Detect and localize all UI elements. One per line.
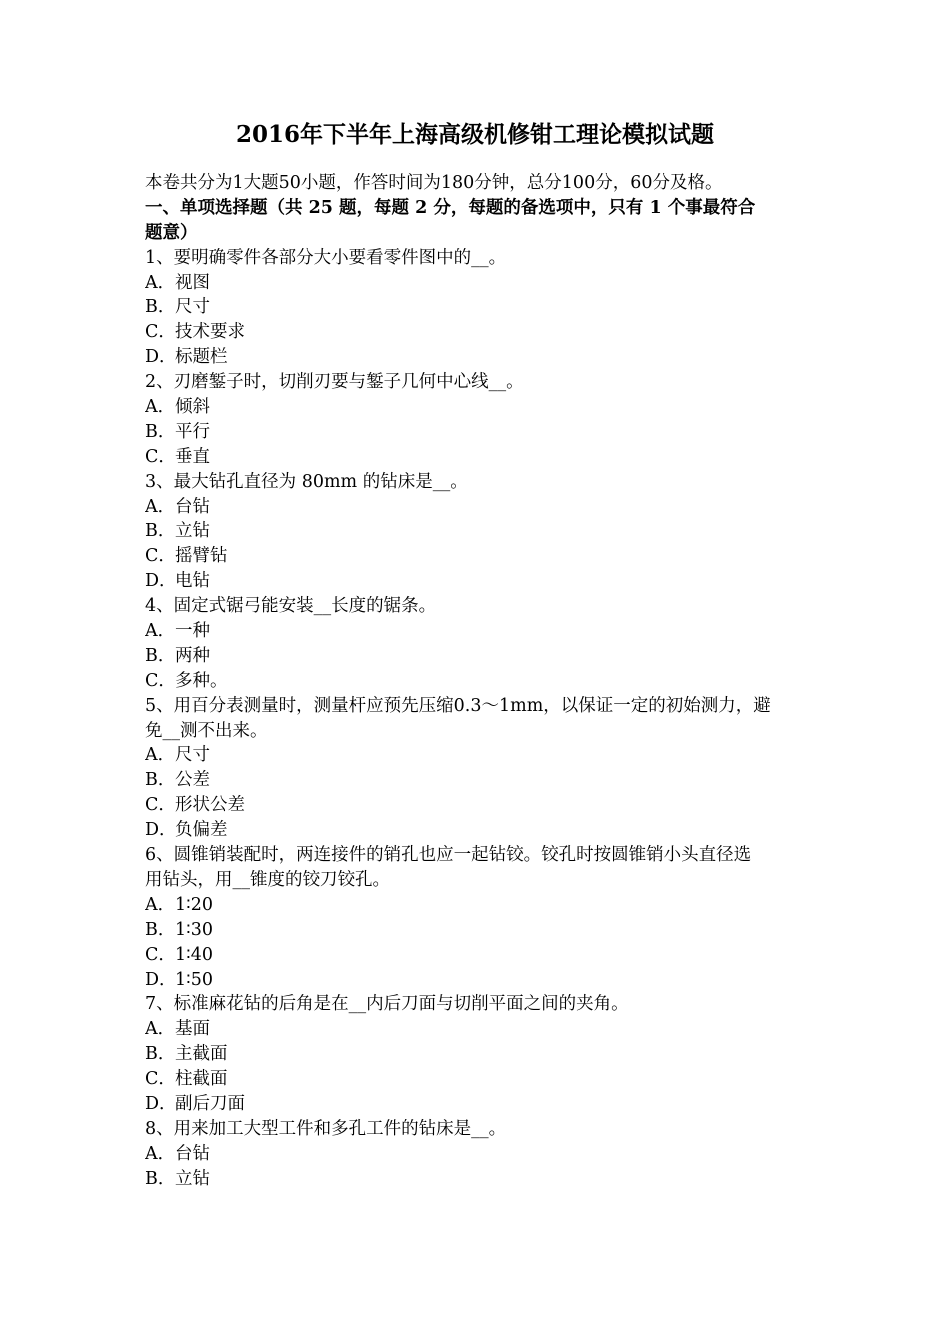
option-text: 1∶30 (175, 919, 213, 940)
option-text: 1∶50 (175, 969, 213, 990)
option-text: 视图 (175, 272, 210, 293)
answer-option (145, 569, 815, 594)
option-letter: D． (145, 820, 177, 841)
answer-option (145, 1042, 815, 1067)
answer-option (145, 644, 815, 669)
answer-option (145, 743, 815, 768)
answer-option (145, 1017, 815, 1042)
option-letter: C． (145, 446, 176, 467)
document-title: 2016年下半年上海高级机修钳工理论模拟试题 (235, 121, 714, 148)
option-letter: C． (145, 670, 176, 691)
answer-option (145, 320, 815, 345)
question-text: 3、最大钻孔直径为 80mm 的钻床是__。 (145, 471, 468, 492)
option-letter: B． (145, 1044, 176, 1065)
option-text: 尺寸 (175, 745, 210, 766)
option-text: 台钻 (175, 496, 210, 517)
answer-option (145, 968, 815, 993)
section-heading-continued: 题意） (145, 222, 198, 243)
option-text: 一种 (175, 621, 210, 642)
answer-option (145, 420, 815, 445)
option-letter: D． (145, 347, 177, 368)
question-text: 4、固定式锯弓能安装__长度的锯条。 (145, 596, 437, 617)
option-text: 基面 (175, 1019, 210, 1040)
question-item (145, 694, 815, 843)
option-letter: C． (145, 546, 176, 567)
answer-option (145, 1092, 815, 1117)
option-letter: A． (145, 1143, 176, 1164)
option-letter: A． (145, 496, 176, 517)
answer-option (145, 943, 815, 968)
answer-option (145, 1167, 815, 1192)
option-letter: B． (145, 421, 176, 442)
question-text: 用钻头，用__锥度的铰刀铰孔。 (145, 869, 390, 890)
answer-option (145, 519, 815, 544)
option-letter: B． (145, 521, 176, 542)
answer-option (145, 271, 815, 296)
option-letter: A． (145, 745, 176, 766)
answer-option (145, 1067, 815, 1092)
answer-option (145, 395, 815, 420)
option-letter: D． (145, 1093, 177, 1114)
option-text: 技术要求 (175, 322, 245, 343)
option-letter: B． (145, 770, 176, 791)
question-item (145, 370, 815, 470)
answer-option (145, 619, 815, 644)
option-text: 公差 (175, 770, 210, 791)
option-text: 副后刀面 (175, 1093, 245, 1114)
option-text: 电钻 (175, 571, 210, 592)
answer-option (145, 445, 815, 470)
option-text: 负偏差 (175, 820, 228, 841)
option-letter: D． (145, 571, 177, 592)
question-item (145, 1117, 815, 1192)
option-letter: A． (145, 621, 176, 642)
option-text: 倾斜 (175, 397, 210, 418)
option-text: 立钻 (175, 1168, 210, 1189)
option-text: 主截面 (175, 1044, 228, 1065)
option-text: 多种。 (175, 670, 228, 691)
question-text: 8、用来加工大型工件和多孔工件的钻床是__。 (145, 1118, 507, 1139)
option-letter: D． (145, 969, 177, 990)
question-item (145, 246, 815, 370)
answer-option (145, 793, 815, 818)
option-text: 1∶20 (175, 894, 213, 915)
question-item (145, 992, 815, 1116)
answer-option (145, 544, 815, 569)
option-text: 柱截面 (175, 1069, 228, 1090)
question-item (145, 843, 815, 992)
answer-option (145, 918, 815, 943)
answer-option (145, 1142, 815, 1167)
option-text: 标题栏 (175, 347, 228, 368)
answer-option (145, 818, 815, 843)
option-letter: B． (145, 919, 176, 940)
option-letter: C． (145, 1069, 176, 1090)
option-letter: C． (145, 322, 176, 343)
answer-option (145, 669, 815, 694)
answer-option (145, 893, 815, 918)
option-text: 尺寸 (175, 297, 210, 318)
document-body (145, 171, 815, 1192)
option-text: 立钻 (175, 521, 210, 542)
question-item (145, 594, 815, 694)
answer-option (145, 345, 815, 370)
option-letter: B． (145, 297, 176, 318)
question-list (145, 246, 815, 1192)
question-item (145, 470, 815, 594)
option-text: 两种 (175, 645, 210, 666)
question-text: 6、圆锥销装配时，两连接件的销孔也应一起钻铰。铰孔时按圆锥销小头直径选 (145, 845, 752, 866)
option-letter: C． (145, 795, 176, 816)
option-text: 摇臂钻 (175, 546, 228, 567)
option-text: 台钻 (175, 1143, 210, 1164)
section-heading: 一、单项选择题（共 25 题，每题 2 分，每题的备选项中，只有 1 个事最符合 (145, 197, 756, 218)
answer-option (145, 768, 815, 793)
question-text: 5、用百分表测量时，测量杆应预先压缩0.3～1mm，以保证一定的初始测力，避 (145, 695, 771, 716)
exam-intro: 本卷共分为1大题50小题，作答时间为180分钟，总分100分，60分及格。 (145, 173, 723, 193)
answer-option (145, 495, 815, 520)
option-text: 1∶40 (175, 944, 213, 965)
question-text: 1、要明确零件各部分大小要看零件图中的__。 (145, 247, 507, 268)
option-letter: B． (145, 1168, 176, 1189)
option-letter: A． (145, 894, 176, 915)
question-text: 2、刃磨錾子时，切削刃要与錾子几何中心线__。 (145, 372, 524, 393)
option-letter: B． (145, 645, 176, 666)
option-letter: A． (145, 397, 176, 418)
option-text: 平行 (175, 421, 210, 442)
answer-option (145, 295, 815, 320)
question-text: 7、标准麻花钻的后角是在__内后刀面与切削平面之间的夹角。 (145, 994, 629, 1015)
option-text: 形状公差 (175, 795, 245, 816)
question-text: 免__测不出来。 (145, 720, 268, 741)
option-text: 垂直 (175, 446, 210, 467)
option-letter: C． (145, 944, 176, 965)
option-letter: A． (145, 272, 176, 293)
option-letter: A． (145, 1019, 176, 1040)
